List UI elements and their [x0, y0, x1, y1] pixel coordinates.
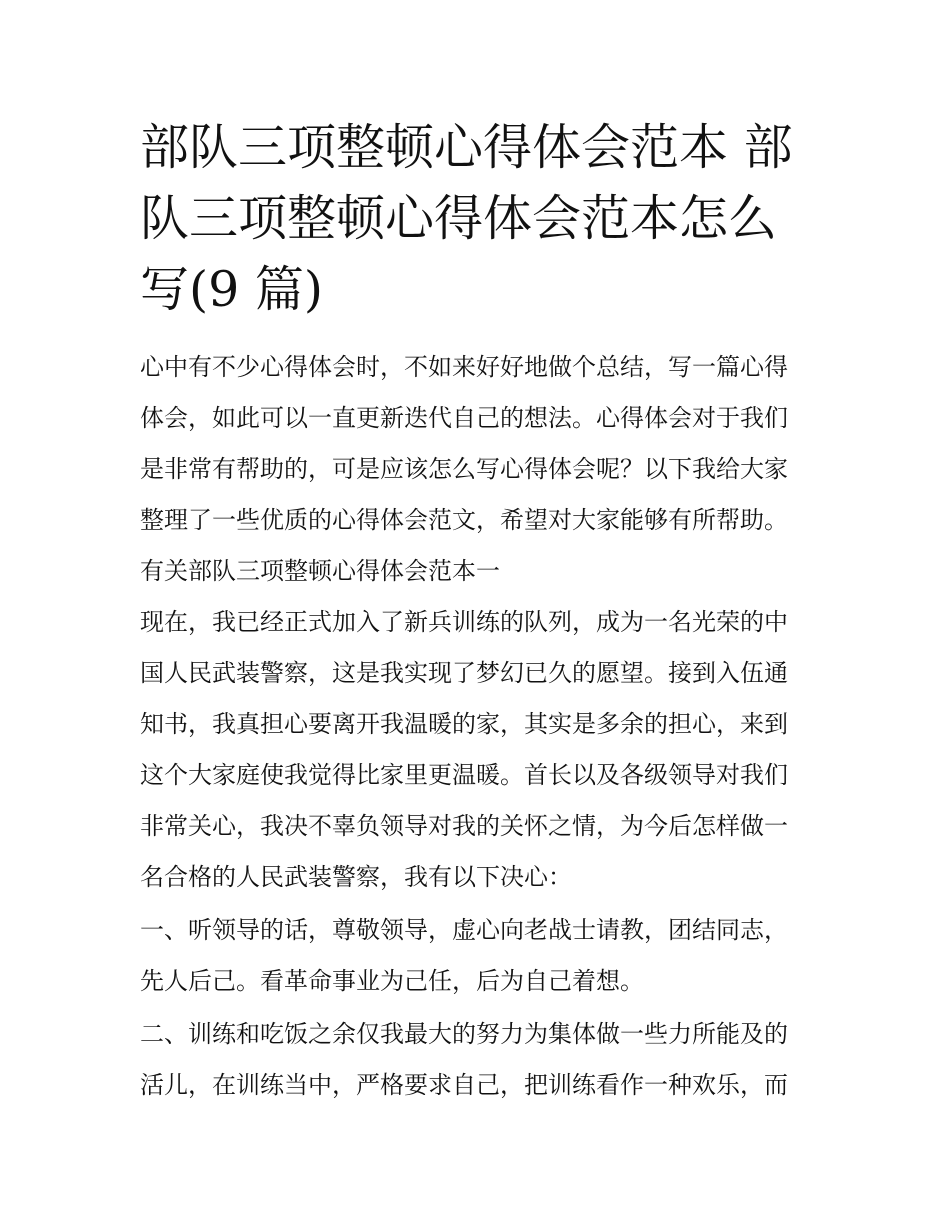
text-line: 整理了一些优质的心得体会范文，希望对大家能够有所帮助。 — [140, 506, 788, 534]
text-line: 现在，我已经正式加入了新兵训练的队列，成为一名光荣的中 — [140, 608, 788, 636]
text-line: 知书，我真担心要离开我温暖的家，其实是多余的担心，来到 — [140, 710, 788, 738]
text-line: 心中有不少心得体会时，不如来好好地做个总结，写一篇心得 — [140, 353, 788, 381]
text-line: 是非常有帮助的，可是应该怎么写心得体会呢？以下我给大家 — [140, 455, 788, 483]
text-line: 名合格的人民武装警察，我有以下决心： — [140, 863, 572, 891]
document-content — [140, 112, 820, 1111]
text-line: 二、训练和吃饭之余仅我最大的努力为集体做一些力所能及的 — [140, 1020, 788, 1048]
document-title — [140, 112, 820, 325]
paragraph-3 — [140, 1009, 820, 1111]
text-line: 这个大家庭使我觉得比家里更温暖。首长以及各级领导对我们 — [140, 761, 788, 789]
text-line: 非常关心，我决不辜负领导对我的关怀之情，为今后怎样做一 — [140, 812, 788, 840]
title-line: 写(9 篇) — [140, 261, 323, 318]
text-line: 一、听领导的话，尊敬领导，虚心向老战士请教，团结同志， — [140, 916, 788, 944]
text-line: 先人后己。看革命事业为己任，后为自己着想。 — [140, 967, 644, 995]
text-line: 体会，如此可以一直更新迭代自己的想法。心得体会对于我们 — [140, 404, 788, 432]
paragraph-1 — [140, 597, 820, 903]
intro-paragraph — [140, 342, 820, 546]
paragraph-2 — [140, 905, 820, 1007]
section-heading: 有关部队三项整顿心得体会范本一 — [140, 557, 500, 585]
document-body — [140, 342, 820, 1111]
title-line: 队三项整顿心得体会范本怎么 — [140, 190, 778, 247]
title-line: 部队三项整顿心得体会范本 部 — [140, 119, 793, 176]
text-line: 国人民武装警察，这是我实现了梦幻已久的愿望。接到入伍通 — [140, 659, 788, 687]
text-line: 活儿，在训练当中，严格要求自己，把训练看作一种欢乐，而 — [140, 1071, 788, 1099]
